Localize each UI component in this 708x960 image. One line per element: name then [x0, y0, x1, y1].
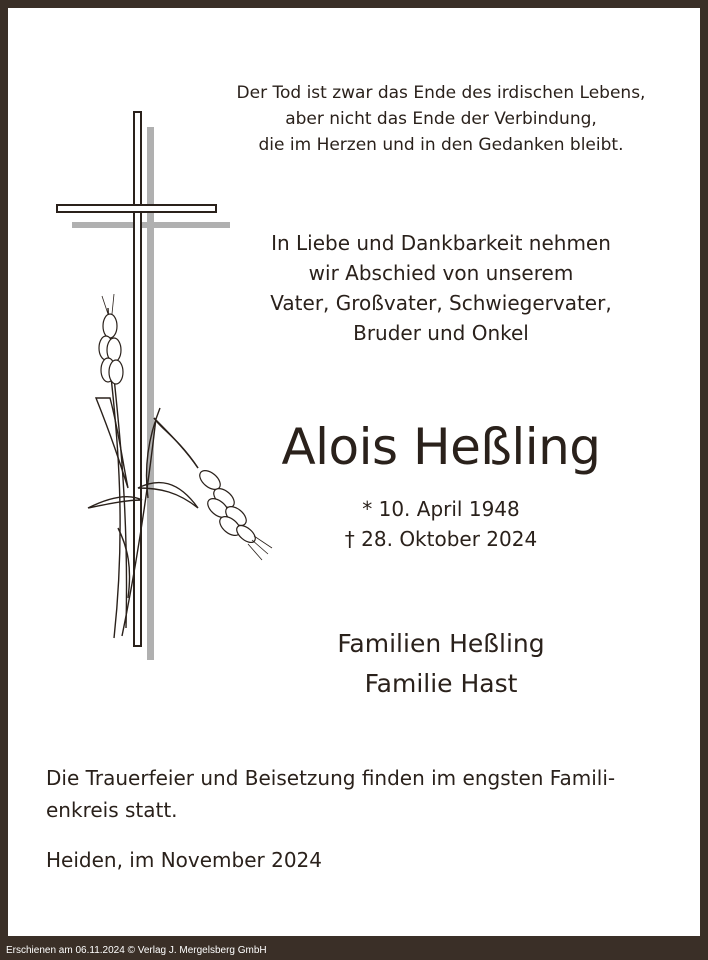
notice-line: Die Trauerfeier und Beisetzung finden im engsten Famili- — [46, 766, 616, 790]
intro-line: wir Abschied von unserem — [308, 261, 574, 285]
intro-block — [228, 228, 654, 348]
quote-line: aber nicht das Ende der Verbindung, — [285, 109, 597, 129]
mourner-line: Familie Hast — [364, 669, 518, 698]
quote-block — [208, 80, 674, 158]
intro-line: Bruder und Onkel — [353, 321, 529, 345]
place-date: Heiden, im November 2024 — [46, 848, 322, 872]
cross-with-wheat-icon — [48, 108, 278, 668]
life-dates — [258, 494, 624, 554]
mourner-line: Familien Heßling — [337, 629, 545, 658]
deceased-name: Alois Heßling — [281, 418, 601, 476]
quote-line: Der Tod ist zwar das Ende des irdischen Lebens, — [236, 83, 646, 103]
intro-line: Vater, Großvater, Schwiegervater, — [270, 291, 612, 315]
quote-line: die im Herzen und in den Gedanken bleibt. — [258, 135, 624, 155]
funeral-notice — [46, 762, 666, 826]
notice-line: enkreis statt. — [46, 798, 178, 822]
mourners-block — [228, 624, 654, 704]
obituary-card — [8, 8, 700, 936]
death-date: † 28. Oktober 2024 — [344, 527, 538, 551]
intro-line: In Liebe und Dankbarkeit nehmen — [271, 231, 611, 255]
birth-date: * 10. April 1948 — [362, 497, 520, 521]
publication-footer: Erschienen am 06.11.2024 © Verlag J. Mergelsberg GmbH — [6, 945, 267, 956]
